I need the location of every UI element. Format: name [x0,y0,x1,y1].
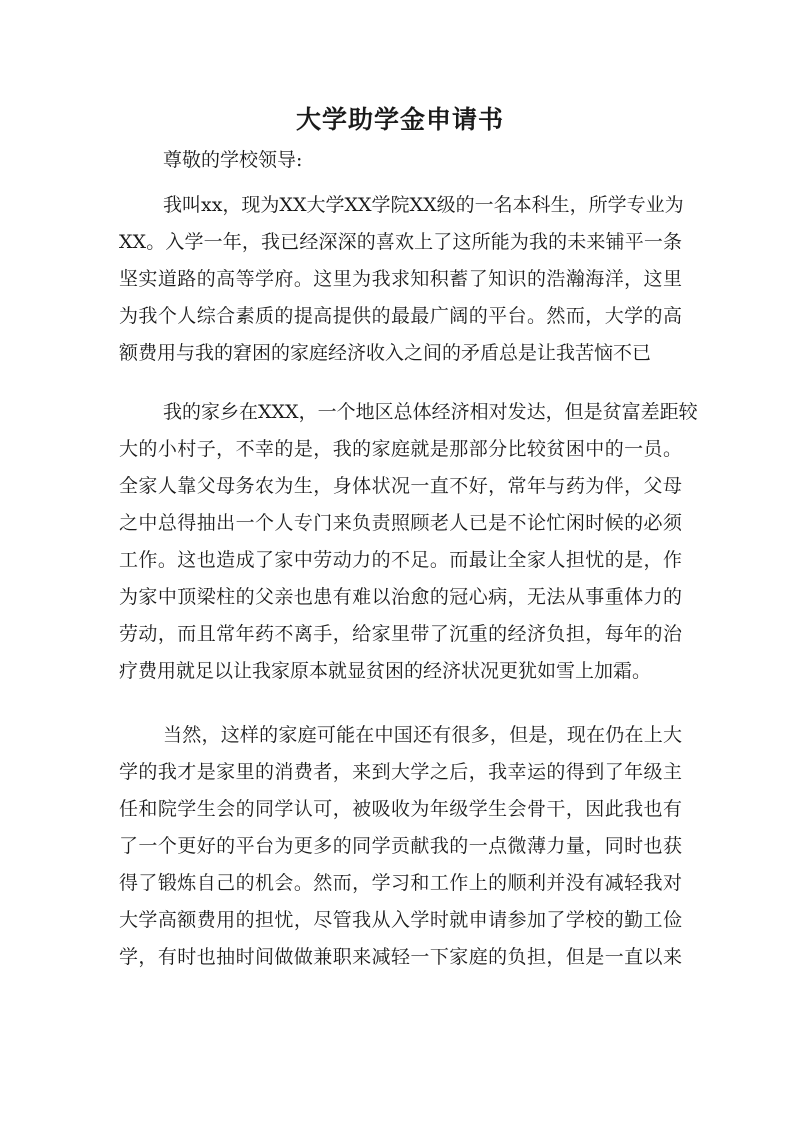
document-title: 大学助学金申请书 [295,105,504,134]
paragraph-line: 坚实道路的高等学府。这里为我求知积蓄了知识的浩瀚海洋，这里 [119,268,682,290]
paragraph-line: 得了锻炼自己的机会。然而，学习和工作上的顺利并没有减轻我对 [119,872,682,894]
paragraph-line: 大的小村子，不幸的是，我的家庭就是那部分比较贫困中的一员。 [119,438,682,460]
paragraph-line: 劳动，而且常年药不离手，给家里带了沉重的经济负担，每年的治 [119,623,682,645]
paragraph-line: 之中总得抽出一个人专门来负责照顾老人已是不论忙闲时候的必须 [119,512,682,534]
paragraph-line: 大学高额费用的担忧，尽管我从入学时就申请参加了学校的勤工俭 [119,909,682,931]
paragraph-line: 我叫xx，现为XX大学XX学院XX级的一名本科生，所学专业为 [163,194,684,216]
paragraph-line: 额费用与我的窘困的家庭经济收入之间的矛盾总是让我苦恼不已 [119,342,652,364]
paragraph-line: 为家中顶梁柱的父亲也患有难以治愈的冠心病，无法从事重体力的 [119,586,682,608]
paragraph-line: 学的我才是家里的消费者，来到大学之后，我幸运的得到了年级主 [119,761,682,783]
paragraph-line: 为我个人综合素质的提高提供的最最广阔的平台。然而，大学的高 [119,305,682,327]
paragraph-line: 了一个更好的平台为更多的同学贡献我的一点微薄力量，同时也获 [119,835,682,857]
paragraph-line: 工作。这也造成了家中劳动力的不足。而最让全家人担忧的是，作 [119,549,682,571]
paragraph-line: XX。入学一年，我已经深深的喜欢上了这所能为我的未来铺平一条 [119,231,682,253]
paragraph-line: 学，有时也抽时间做做兼职来减轻一下家庭的负担，但是一直以来 [119,946,682,968]
paragraph-line: 当然，这样的家庭可能在中国还有很多，但是，现在仍在上大 [163,724,682,746]
paragraph-line: 我的家乡在XXX，一个地区总体经济相对发达，但是贫富差距较 [163,401,698,423]
salutation: 尊敬的学校领导: [163,149,303,171]
paragraph-line: 全家人靠父母务农为生，身体状况一直不好，常年与药为伴，父母 [119,475,682,497]
paragraph-line: 任和院学生会的同学认可，被吸收为年级学生会骨干，因此我也有 [119,798,682,820]
paragraph-line: 疗费用就足以让我家原本就显贫困的经济状况更犹如雪上加霜。 [119,660,652,682]
